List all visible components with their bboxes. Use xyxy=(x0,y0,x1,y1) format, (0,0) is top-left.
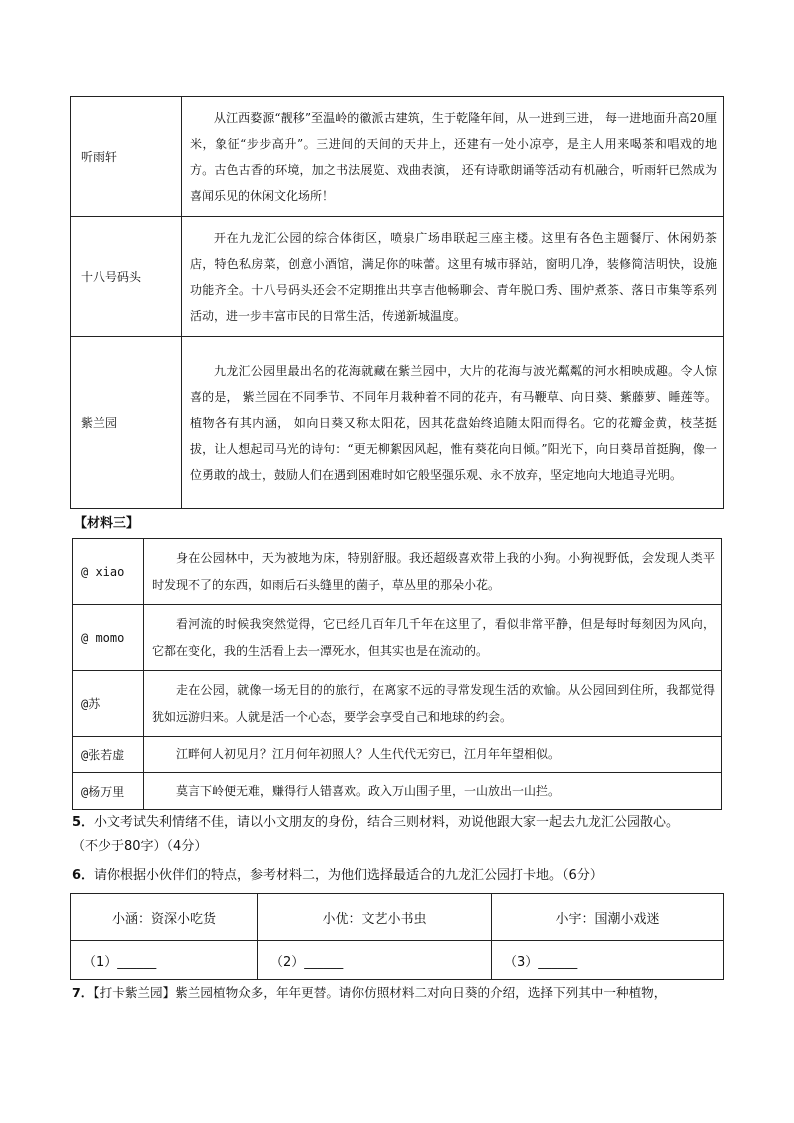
companion-label: 小涵：资深小吃货 xyxy=(71,894,258,941)
question-7 xyxy=(72,981,732,1005)
comment-text: 身在公园林中，天为被地为床，特别舒服。我还超级喜欢带上我的小狗。小狗视野低，会发现人类平时发现不了的东西，如雨后石头缝里的菌子，草丛里的那朵小花。 xyxy=(152,550,715,592)
spots-table xyxy=(70,96,724,509)
table-row xyxy=(71,217,724,337)
companions-table xyxy=(70,893,724,980)
companion-label: 小优：文艺小书虫 xyxy=(258,894,492,941)
comment-user: @ momo xyxy=(73,605,144,671)
question-number: 5． xyxy=(72,815,95,830)
comment-text: 看河流的时候我突然觉得，它已经几百年几千年在这里了，看似非常平静，但是每时每刻因为风向，它都在变化，我的生活看上去一潭死水，但其实也是在流动的。 xyxy=(152,616,715,658)
spot-description: 开在九龙汇公园的综合体街区，喷泉广场串联起三座主楼。这里有各色主题餐厅、休闲奶茶店，特色私房菜，创意小酒馆，满足你的味蕾。这里有城市驿站，窗明几净，装修简洁明快，设施功能齐全。十八号码头还会不定期推出共享吉他畅聊会、青年脱口秀、围炉煮茶、落日市集等系列活动，进一步丰富市民的日常生活，传递新城温度。 xyxy=(190,230,717,323)
question-5 xyxy=(72,811,732,859)
table-row xyxy=(73,671,722,737)
comment-user: @ xiao xyxy=(73,539,144,605)
question-text: 【打卡紫兰园】紫兰园植物众多，年年更替。请你仿照材料二对向日葵的介绍，选择下列其中一种植物， xyxy=(93,985,667,1000)
comments-table xyxy=(72,538,722,810)
table-row xyxy=(73,773,722,810)
spot-name: 十八号码头 xyxy=(71,217,182,337)
question-number: 6． xyxy=(72,868,95,883)
answer-blank[interactable]: （1）______ xyxy=(71,941,258,980)
companion-label: 小宇：国潮小戏迷 xyxy=(492,894,724,941)
spot-name: 听雨轩 xyxy=(71,97,182,217)
table-row xyxy=(71,97,724,217)
table-row xyxy=(73,539,722,605)
spot-description: 从江西婺源“靓移”至温岭的徽派古建筑，生于乾隆年间，从一进到三进， 每一进地面升高20厘米，象征“步步高升”。三进间的天间的天井上，还建有一处小凉亭，是主人用来喝茶和唱戏的地方。古色古香的环境，加之书法展览、戏曲表演， 还有诗歌朗诵等活动有机融合，听雨轩已然成为喜闻乐见的休闲文化场所！ xyxy=(190,110,717,203)
spot-name: 紫兰园 xyxy=(71,337,182,509)
question-text: （不少于80字）（4分） xyxy=(72,839,208,854)
table-row xyxy=(71,337,724,509)
table-row xyxy=(71,894,724,941)
comment-user: @张若虚 xyxy=(73,737,144,773)
comment-user: @苏 xyxy=(73,671,144,737)
table-row xyxy=(73,737,722,773)
table-row xyxy=(71,941,724,980)
spot-description: 九龙汇公园里最出名的花海就藏在紫兰园中，大片的花海与波光粼粼的河水相映成趣。令人惊喜的是， 紫兰园在不同季节、不同年月栽种着不同的花卉，有马鞭草、向日葵、紫藤萝、睡莲等。植物各有其内涵， 如向日葵又称太阳花，因其花盘始终追随太阳而得名。它的花瓣金黄，枝茎挺拔，让人想起司马光的诗句：“更无柳絮因风起，惟有葵花向日倾。”阳光下，向日葵昂首挺胸，像一位勇敢的战士，鼓励人们在遇到困难时如它般坚强乐观、永不放弃，坚定地向大地追寻光明。 xyxy=(190,363,717,482)
table-row xyxy=(73,605,722,671)
section-header: 【材料三】 xyxy=(74,516,140,531)
comment-text: 走在公园，就像一场无目的的旅行，在离家不远的寻常发现生活的欢愉。从公园回到住所，我都觉得犹如远游归来。人就是活一个心态，要学会享受自己和地球的约会。 xyxy=(152,682,715,724)
comment-text: 莫言下岭便无难，赚得行人错喜欢。政入万山围子里，一山放出一山拦。 xyxy=(176,783,561,798)
comment-text: 江畔何人初见月？江月何年初照人？人生代代无穷已，江月年年望相似。 xyxy=(176,747,561,761)
question-text: 小文考试失利情绪不佳，请以小文朋友的身份，结合三则材料，劝说他跟大家一起去九龙汇公园散心。 xyxy=(94,815,680,830)
answer-blank[interactable]: （2）______ xyxy=(258,941,492,980)
question-text: 请你根据小伙伴们的特点，参考材料二，为他们选择最适合的九龙汇公园打卡地。（6分） xyxy=(94,868,603,883)
answer-blank[interactable]: （3）______ xyxy=(492,941,724,980)
comment-user: @杨万里 xyxy=(73,773,144,810)
question-6 xyxy=(72,864,732,888)
question-number: 7． xyxy=(72,985,94,1000)
